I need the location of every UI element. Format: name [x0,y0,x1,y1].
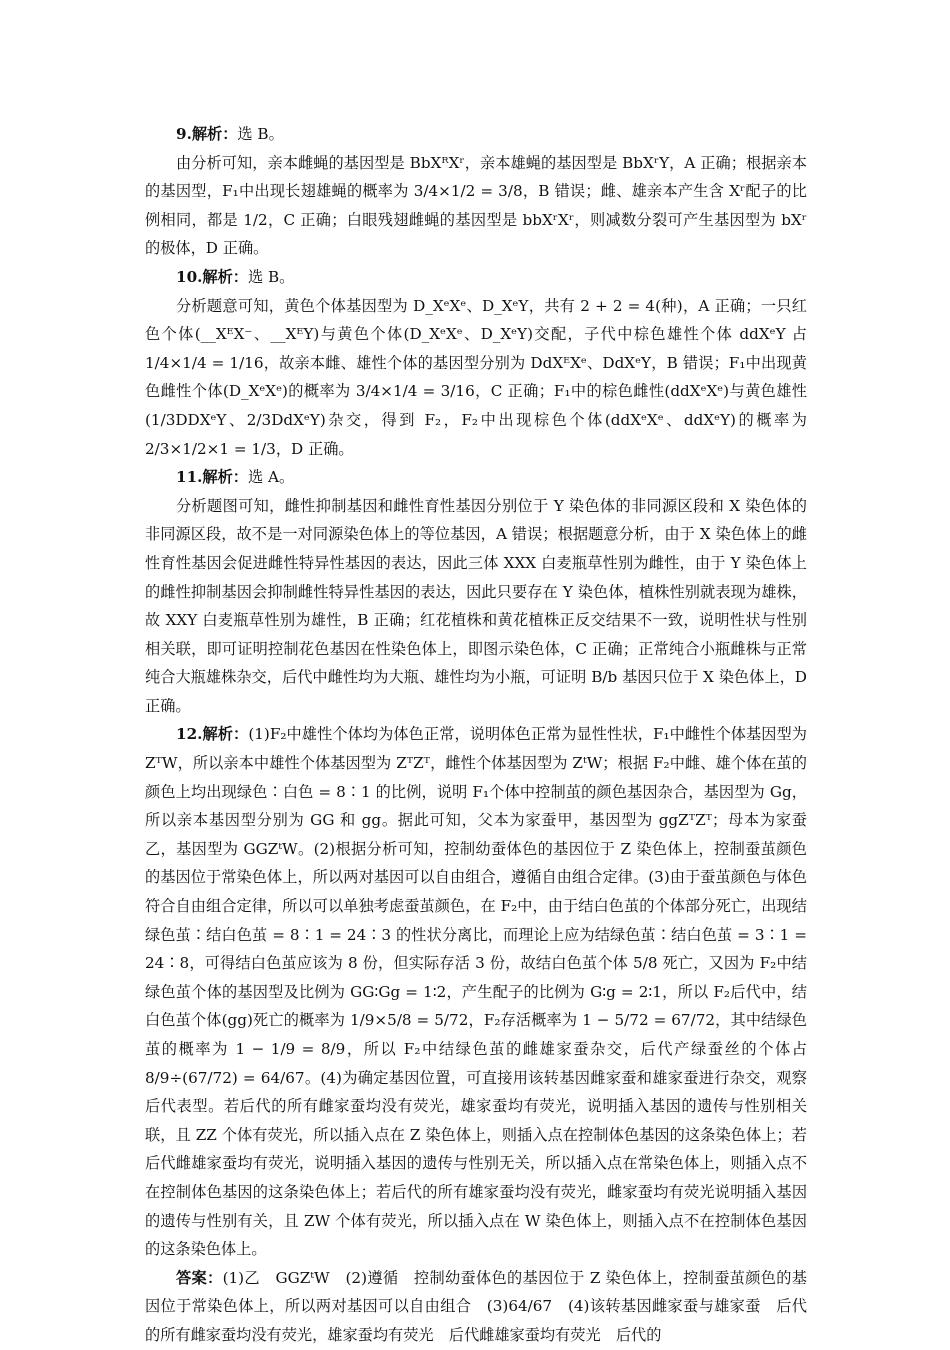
q9-label: 9.解析： [176,125,238,143]
answer-paragraph [145,1264,807,1350]
q10-label: 10.解析： [176,267,248,286]
q9-result: 选 B。 [237,125,284,143]
q11-result: 选 A。 [248,468,295,487]
q10-body: 分析题意可知，黄色个体基因型为 D_XᵉXᵉ、D_XᵉY，共有 2 + 2 = 4(种)，A 正确；一只红色个体(__XᴱX⁻、__XᴱY)与黄色个体(D_XᵉXᵉ、D_XᵉY)交配，子代中棕色雄性个体 ddXᵉY 占 1/4×1/4 = 1/16，故亲本雌、雄性个体的基因型分别为 DdXᴱXᵉ、DdXᵉY，B 错误；F₁中出现黄色雌性个体(D_XᵉXᵉ)的概率为 3/4×1/4 = 3/16，C 正确；F₁中的棕色雌性(ddXᵉXᵉ)与黄色雄性(1/3DDXᵉY、2/3DdXᵉY)杂交，得到 F₂，F₂中出现棕色个体(ddXᵉXᵉ、ddXᵉY)的概率为 2/3×1/2×1 = 1/3，D 正确。 [145,296,807,458]
q10-result: 选 B。 [248,267,295,286]
q12-label: 12.解析： [176,725,249,744]
answer-body: (1)乙 GGZᵗW (2)遵循 控制幼蚕体色的基因位于 Z 染色体上，控制蚕茧颜色的基因位于常染色体上，所以两对基因可以自由组合 (3)64/67 (4)该转基因雌家蚕与雄家蚕 后代的所有雌家蚕均没有荧光，雄家蚕均有荧光 后代雌雄家蚕均有荧光 后代的 [145,1268,807,1344]
q9-header [145,120,807,149]
document-page [145,120,807,1350]
answer-label: 答案： [176,1268,223,1287]
q11-body: 分析题图可知，雌性抑制基因和雌性育性基因分别位于 Y 染色体的非同源区段和 X 染色体的非同源区段，故不是一对同源染色体上的等位基因，A 错误；根据题意分析，由于 X 染色体上的雌性育性基因会促进雌性特异性基因的表达，因此三体 XXX 白麦瓶草性别为雌性，由于 Y 染色体上的雌性抑制基因会抑制雌性特异性基因的表达，因此只要存在 Y 染色体，植株性别就表现为雄株，故 XXY 白麦瓶草性别为雄性，B 正确；红花植株和黄花植株正反交结果不一致，说明性状与性别相关联，即可证明控制花色基因在性染色体上，即图示染色体，C 正确；正常纯合小瓶雌株与正常纯合大瓶雄株杂交，后代中雌性均为大瓶、雄性均为小瓶，可证明 B/b 基因只位于 X 染色体上，D 正确。 [145,496,807,715]
q12-body: (1)F₂中雄性个体均为体色正常，说明体色正常为显性性状，F₁中雌性个体基因型为 ZᵀW，所以亲本中雄性个体基因型为 ZᵀZᵀ，雌性个体基因型为 ZᵗW；根据 F₂中雌、雄个体在茧的颜色上均出现绿色∶白色 = 8∶1 的比例，说明 F₁个体中控制茧的颜色基因杂合，基因型为 Gg，所以亲本基因型分别为 GG 和 gg。据此可知，父本为家蚕甲，基因型为 ggZᵀZᵀ；母本为家蚕乙，基因型为 GGZᵗW。(2)根据分析可知，控制幼蚕体色的基因位于 Z 染色体上，控制蚕茧颜色的基因位于常染色体上，所以两对基因可以自由组合，遵循自由组合定律。(3)由于蚕茧颜色与体色符合自由组合定律，所以可以单独考虑蚕茧颜色，在 F₂中，由于结白色茧的个体部分死亡，出现结绿色茧∶结白色茧 = 8∶1 = 24∶3 的性状分离比，而理论上应为结绿色茧∶结白色茧 = 3∶1 = 24∶8，可得结白色茧应该为 8 份，但实际存活 3 份，故结白色茧个体 5/8 死亡，又因为 F₂中结绿色茧个体的基因型及比例为 GG∶Gg = 1∶2，产生配子的比例为 G∶g = 2∶1，所以 F₂后代中，结白色茧个体(gg)死亡的概率为 1/9×5/8 = 5/72，F₂存活概率为 1 − 5/72 = 67/72，其中结绿色茧的概率为 1 − 1/9 = 8/9，所以 F₂中结绿色茧的雌雄家蚕杂交，后代产绿蚕丝的个体占 8/9÷(67/72) = 64/67。(4)为确定基因位置，可直接用该转基因雌家蚕和雄家蚕进行杂交，观察后代表型。若后代的所有雌家蚕均没有荧光，雄家蚕均有荧光，说明插入基因的遗传与性别相关联，且 ZZ 个体有荧光，所以插入点在 Z 染色体上，则插入点在控制体色基因的这条染色体上；若后代雌雄家蚕均有荧光，说明插入基因的遗传与性别无关，所以插入点在常染色体上，则插入点不在控制体色基因的这条染色体上；若后代的所有雄家蚕均没有荧光，雌家蚕均有荧光说明插入基因的遗传与性别有关，且 ZW 个体有荧光，所以插入点在 W 染色体上，则插入点不在控制体色基因的这条染色体上。 [145,725,807,1259]
q11-header [145,463,807,492]
q9-body: 由分析可知，亲本雌蝇的基因型是 BbXᴿXʳ，亲本雄蝇的基因型是 BbXʳY，A 正确；根据亲本的基因型，F₁中出现长翅雄蝇的概率为 3/4×1/2 = 3/8，B 错误；雌、雄亲本产生含 Xʳ配子的比例相同，都是 1/2，C 正确；白眼残翅雌蝇的基因型是 bbXʳXʳ，则减数分裂可产生基因型为 bXʳ的极体，D 正确。 [145,153,807,258]
q12-paragraph [145,720,807,1263]
q11-label: 11.解析： [176,468,248,487]
q10-header [145,263,807,292]
